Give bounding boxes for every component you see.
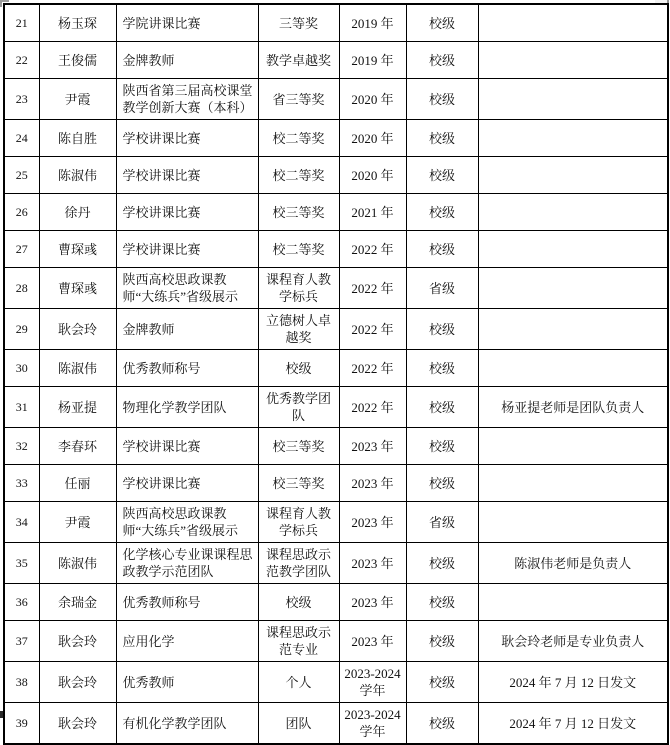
award-cell: 校二等奖 (258, 157, 339, 194)
year-cell: 2023 年 (339, 428, 406, 465)
level-cell: 校级 (406, 157, 478, 194)
year-cell: 2020 年 (339, 157, 406, 194)
level-cell: 校级 (406, 350, 478, 387)
note-cell: 陈淑伟老师是负责人 (478, 543, 668, 584)
table-row (4, 543, 668, 584)
competition-cell: 物理化学教学团队 (116, 387, 258, 428)
competition-cell: 学院讲课比赛 (116, 4, 258, 42)
row-number-cell: 36 (4, 584, 39, 621)
teacher-name-cell: 杨玉琛 (39, 4, 116, 42)
level-cell: 校级 (406, 621, 478, 662)
row-number-cell: 26 (4, 194, 39, 231)
note-cell (478, 309, 668, 350)
year-cell: 2021 年 (339, 194, 406, 231)
teacher-name-cell: 陈淑伟 (39, 157, 116, 194)
award-cell: 课程思政示范教学团队 (258, 543, 339, 584)
table-row (4, 268, 668, 309)
award-cell: 课程思政示范专业 (258, 621, 339, 662)
table-row (4, 428, 668, 465)
level-cell: 校级 (406, 194, 478, 231)
row-number-cell: 34 (4, 502, 39, 543)
award-cell: 立德树人卓越奖 (258, 309, 339, 350)
teacher-name-cell: 尹霞 (39, 502, 116, 543)
note-cell (478, 268, 668, 309)
note-cell (478, 194, 668, 231)
teacher-name-cell: 陈淑伟 (39, 350, 116, 387)
note-cell: 2024 年 7 月 12 日发文 (478, 703, 668, 745)
level-cell: 校级 (406, 4, 478, 42)
level-cell: 校级 (406, 584, 478, 621)
teacher-name-cell: 耿会玲 (39, 309, 116, 350)
teacher-name-cell: 徐丹 (39, 194, 116, 231)
level-cell: 校级 (406, 703, 478, 745)
row-number-cell: 29 (4, 309, 39, 350)
table-row (4, 42, 668, 79)
level-cell: 校级 (406, 120, 478, 157)
level-cell: 校级 (406, 309, 478, 350)
awards-table-body (4, 4, 668, 744)
year-cell: 2023-2024 学年 (339, 703, 406, 745)
note-cell (478, 4, 668, 42)
competition-cell: 应用化学 (116, 621, 258, 662)
teacher-name-cell: 耿会玲 (39, 621, 116, 662)
table-row (4, 387, 668, 428)
row-number-cell: 39 (4, 703, 39, 745)
year-cell: 2022 年 (339, 231, 406, 268)
year-cell: 2020 年 (339, 120, 406, 157)
row-number-cell: 21 (4, 4, 39, 42)
table-row (4, 350, 668, 387)
note-cell (478, 231, 668, 268)
year-cell: 2022 年 (339, 387, 406, 428)
row-number-cell: 22 (4, 42, 39, 79)
row-number-cell: 25 (4, 157, 39, 194)
award-cell: 课程育人教学标兵 (258, 502, 339, 543)
competition-cell: 金牌教师 (116, 309, 258, 350)
awards-table (3, 3, 669, 745)
year-cell: 2022 年 (339, 309, 406, 350)
teacher-name-cell: 李春环 (39, 428, 116, 465)
row-number-cell: 37 (4, 621, 39, 662)
year-cell: 2023 年 (339, 502, 406, 543)
row-number-cell: 30 (4, 350, 39, 387)
teacher-name-cell: 任丽 (39, 465, 116, 502)
level-cell: 校级 (406, 79, 478, 120)
level-cell: 省级 (406, 502, 478, 543)
year-cell: 2023 年 (339, 621, 406, 662)
note-cell (478, 157, 668, 194)
teacher-name-cell: 曹琛彧 (39, 231, 116, 268)
award-cell: 校二等奖 (258, 231, 339, 268)
table-row (4, 662, 668, 703)
competition-cell: 学校讲课比赛 (116, 157, 258, 194)
competition-cell: 学校讲课比赛 (116, 428, 258, 465)
competition-cell: 陕西高校思政课教师“大练兵”省级展示 (116, 268, 258, 309)
teacher-name-cell: 耿会玲 (39, 662, 116, 703)
award-cell: 校二等奖 (258, 120, 339, 157)
row-number-cell: 28 (4, 268, 39, 309)
teacher-name-cell: 曹琛彧 (39, 268, 116, 309)
award-cell: 校三等奖 (258, 465, 339, 502)
level-cell: 校级 (406, 428, 478, 465)
note-cell (478, 350, 668, 387)
competition-cell: 学校讲课比赛 (116, 231, 258, 268)
teacher-name-cell: 陈自胜 (39, 120, 116, 157)
table-row (4, 309, 668, 350)
table-row (4, 465, 668, 502)
level-cell: 校级 (406, 465, 478, 502)
year-cell: 2023 年 (339, 465, 406, 502)
level-cell: 校级 (406, 42, 478, 79)
competition-cell: 有机化学教学团队 (116, 703, 258, 745)
level-cell: 校级 (406, 231, 478, 268)
award-cell: 校三等奖 (258, 428, 339, 465)
competition-cell: 学校讲课比赛 (116, 465, 258, 502)
note-cell (478, 79, 668, 120)
row-number-cell: 27 (4, 231, 39, 268)
table-row (4, 231, 668, 268)
note-cell (478, 465, 668, 502)
year-cell: 2023 年 (339, 584, 406, 621)
competition-cell: 陕西省第三届高校课堂教学创新大赛（本科） (116, 79, 258, 120)
year-cell: 2019 年 (339, 42, 406, 79)
teacher-name-cell: 王俊儒 (39, 42, 116, 79)
note-cell: 杨亚提老师是团队负责人 (478, 387, 668, 428)
year-cell: 2022 年 (339, 268, 406, 309)
row-number-cell: 32 (4, 428, 39, 465)
award-cell: 优秀教学团队 (258, 387, 339, 428)
table-row (4, 157, 668, 194)
competition-cell: 学校讲课比赛 (116, 120, 258, 157)
row-number-cell: 38 (4, 662, 39, 703)
award-cell: 省三等奖 (258, 79, 339, 120)
level-cell: 校级 (406, 543, 478, 584)
row-number-cell: 24 (4, 120, 39, 157)
year-cell: 2019 年 (339, 4, 406, 42)
year-cell: 2020 年 (339, 79, 406, 120)
note-cell (478, 584, 668, 621)
award-cell: 个人 (258, 662, 339, 703)
table-row (4, 120, 668, 157)
note-cell (478, 42, 668, 79)
competition-cell: 陕西高校思政课教师“大练兵”省级展示 (116, 502, 258, 543)
teacher-name-cell: 尹霞 (39, 79, 116, 120)
competition-cell: 优秀教师称号 (116, 584, 258, 621)
award-cell: 教学卓越奖 (258, 42, 339, 79)
level-cell: 省级 (406, 268, 478, 309)
table-row (4, 621, 668, 662)
competition-cell: 金牌教师 (116, 42, 258, 79)
row-number-cell: 35 (4, 543, 39, 584)
level-cell: 校级 (406, 387, 478, 428)
award-cell: 三等奖 (258, 4, 339, 42)
award-cell: 校三等奖 (258, 194, 339, 231)
note-cell: 耿会玲老师是专业负责人 (478, 621, 668, 662)
level-cell: 校级 (406, 662, 478, 703)
competition-cell: 化学核心专业课课程思政教学示范团队 (116, 543, 258, 584)
table-row (4, 79, 668, 120)
competition-cell: 优秀教师 (116, 662, 258, 703)
competition-cell: 学校讲课比赛 (116, 194, 258, 231)
award-cell: 团队 (258, 703, 339, 745)
teacher-name-cell: 耿会玲 (39, 703, 116, 745)
note-cell (478, 120, 668, 157)
award-cell: 校级 (258, 584, 339, 621)
table-row (4, 4, 668, 42)
teacher-name-cell: 杨亚提 (39, 387, 116, 428)
row-number-cell: 31 (4, 387, 39, 428)
teacher-name-cell: 余瑞金 (39, 584, 116, 621)
row-number-cell: 23 (4, 79, 39, 120)
row-number-cell: 33 (4, 465, 39, 502)
year-cell: 2023 年 (339, 543, 406, 584)
note-cell (478, 428, 668, 465)
table-row (4, 502, 668, 543)
year-cell: 2022 年 (339, 350, 406, 387)
award-cell: 课程育人教学标兵 (258, 268, 339, 309)
award-cell: 校级 (258, 350, 339, 387)
year-cell: 2023-2024 学年 (339, 662, 406, 703)
table-row (4, 194, 668, 231)
table-row (4, 584, 668, 621)
note-cell: 2024 年 7 月 12 日发文 (478, 662, 668, 703)
teacher-name-cell: 陈淑伟 (39, 543, 116, 584)
competition-cell: 优秀教师称号 (116, 350, 258, 387)
table-row (4, 703, 668, 745)
note-cell (478, 502, 668, 543)
